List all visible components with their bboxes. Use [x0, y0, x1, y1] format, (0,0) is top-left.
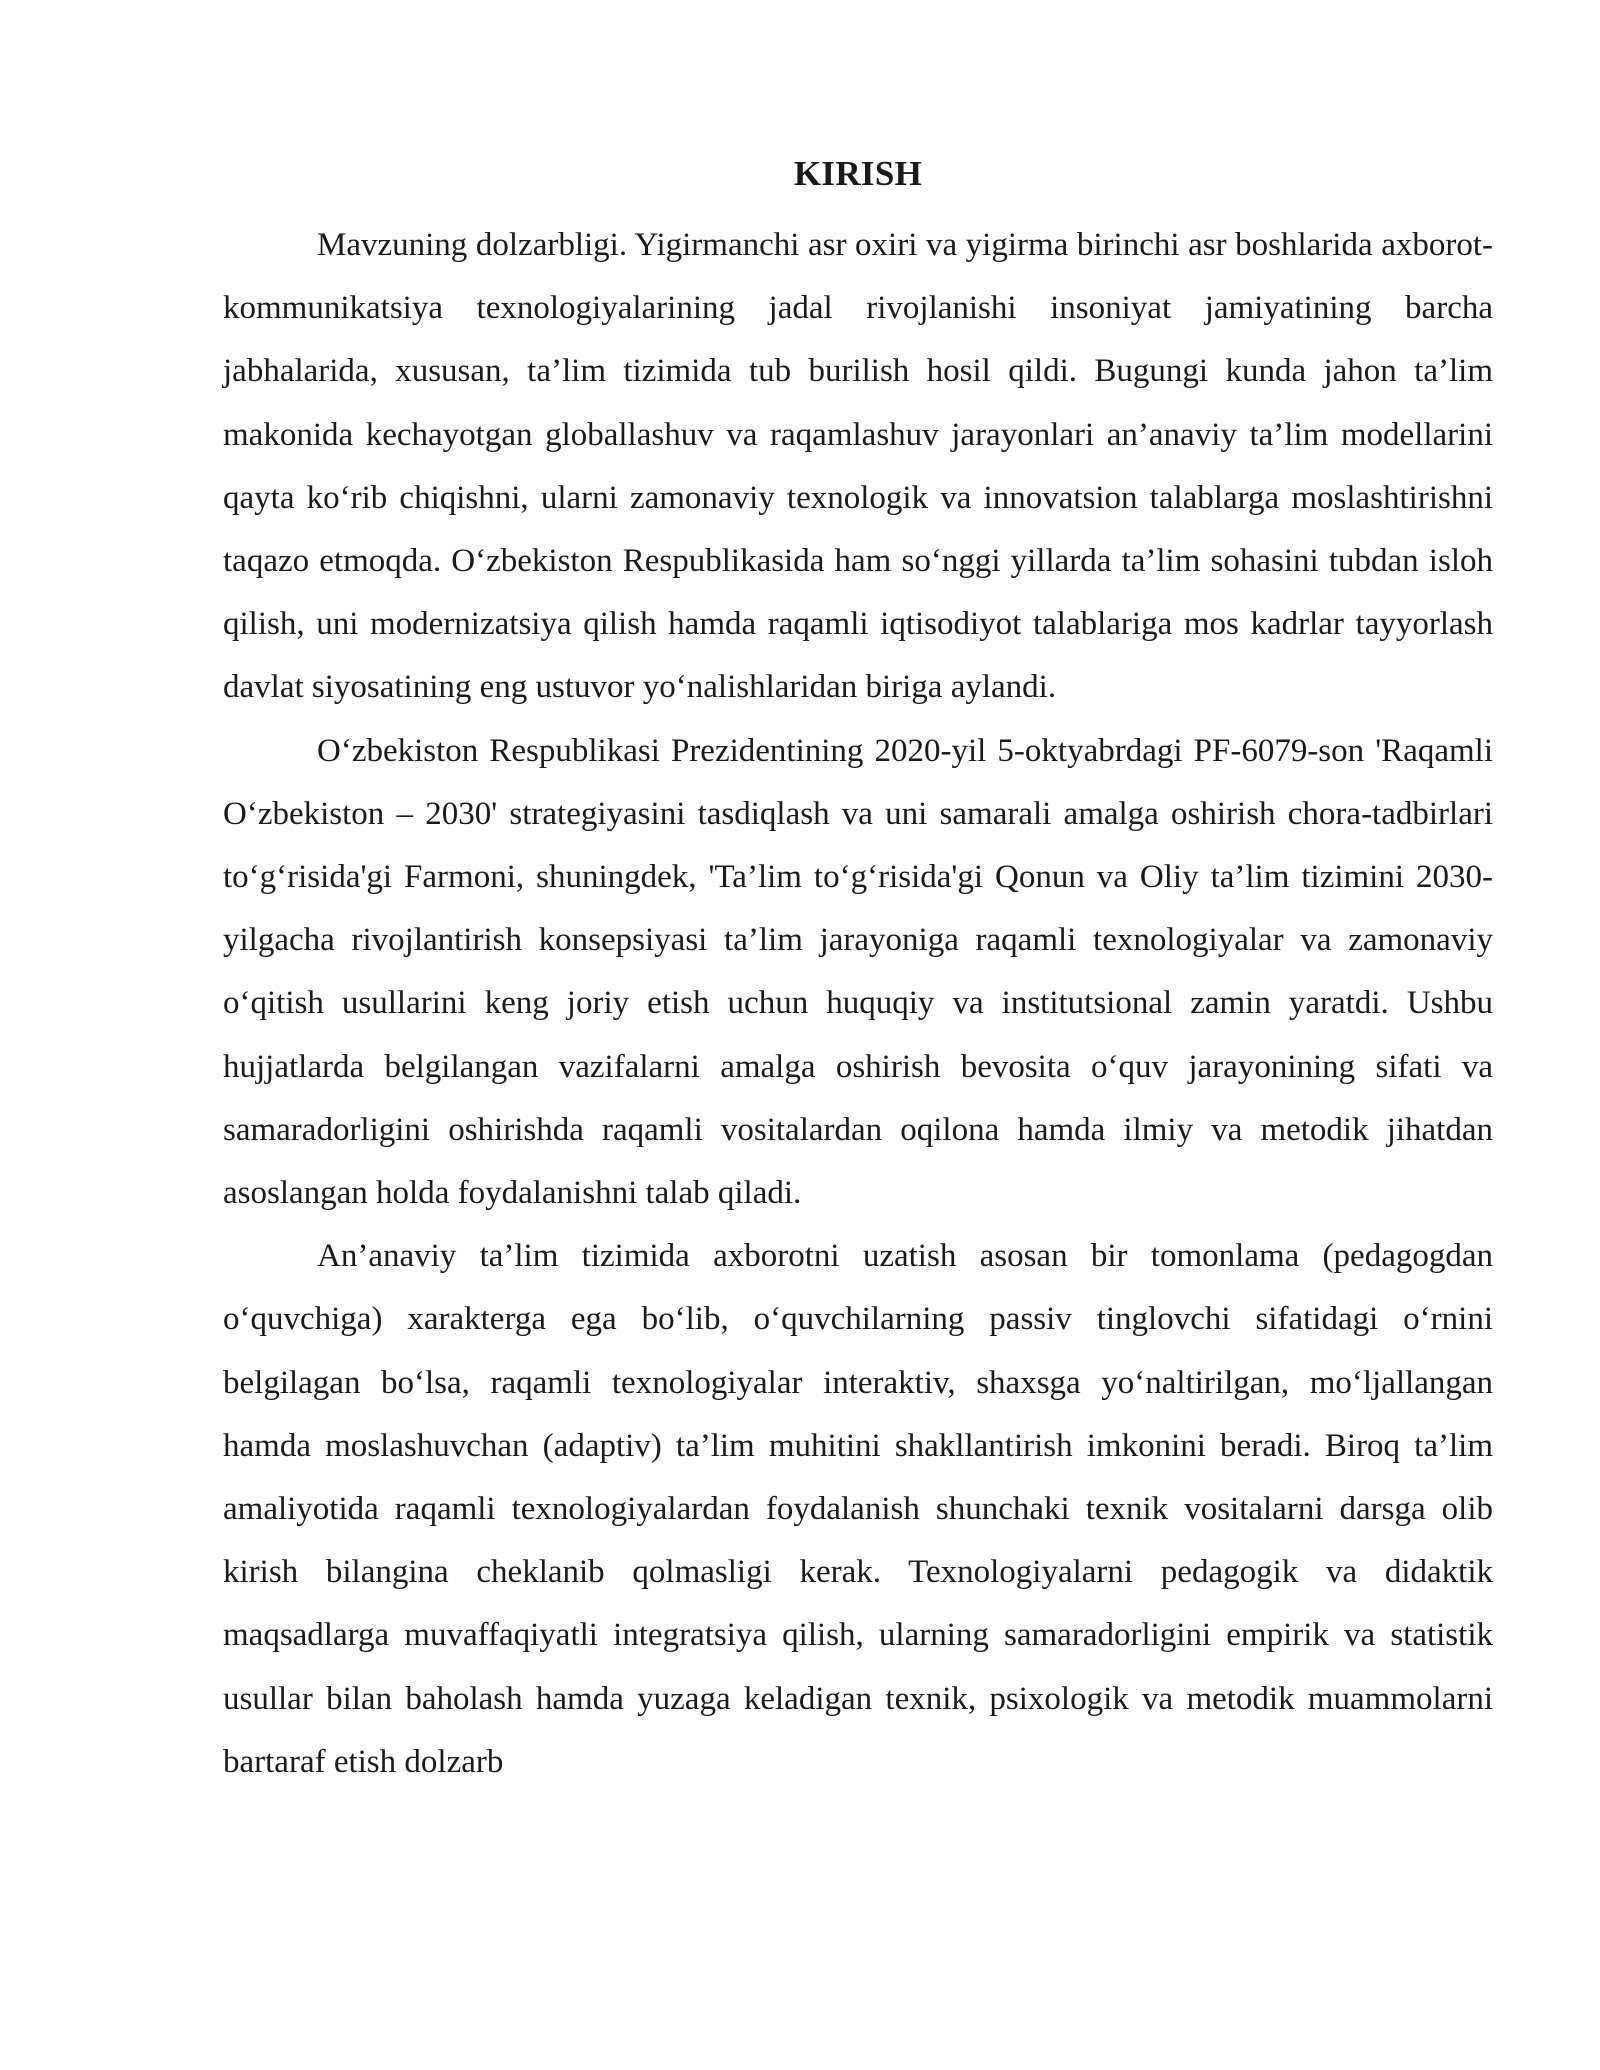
paragraph-traditional-vs-digital: An’anaviy ta’lim tizimida axborotni uzatish asosan bir tomonlama (pedagogdan o‘quvchiga) xarakterga ega bo‘lib, o‘quvchilarning passiv tinglovchi sifatidagi o‘rnini belgilagan bo‘lsa, raqamli texnologiyalar interaktiv, shaxsga yo‘naltirilgan, mo‘ljallangan hamda moslashuvchan (adaptiv) ta’lim muhitini shakllantirish imkonini beradi. Biroq ta’lim amaliyotida raqamli texnologiyalardan foydalanish shunchaki texnik vositalarni darsga olib kirish bilangina cheklanib qolmasligi kerak. Texnologiyalarni pedagogik va didaktik maqsadlarga muvaffaqiyatli integratsiya qilish, ularning samaradorligini empirik va statistik usullar bilan baholash hamda yuzaga keladigan texnik, psixologik va metodik muammolarni bartaraf etish dolzarb — [223, 1238, 1493, 1780]
page-content — [223, 150, 1493, 1794]
paragraph-legal-basis: O‘zbekiston Respublikasi Prezidentining 2020-yil 5-oktyabrdagi PF-6079-son 'Raqamli O‘zbekiston – 2030' strategiyasini tasdiqlash va uni samarali amalga oshirish chora-tadbirlari to‘g‘risida'gi Farmoni, shuningdek, 'Ta’lim to‘g‘risida'gi Qonun va Oliy ta’lim tizimini 2030-yilgacha rivojlantirish konsepsiyasi ta’lim jarayoniga raqamli texnologiyalar va zamonaviy o‘qitish usullarini keng joriy etish uchun huquqiy va institutsional zamin yaratdi. Ushbu hujjatlarda belgilangan vazifalarni amalga oshirish bevosita o‘quv jarayonining sifati va samaradorligini oshirishda raqamli vositalardan oqilona hamda ilmiy va metodik jihatdan asoslangan holda foydalanishni talab qiladi. — [223, 732, 1493, 1212]
page-title: KIRISH — [793, 154, 923, 193]
paragraph-relevance: Mavzuning dolzarbligi. Yigirmanchi asr oxiri va yigirma birinchi asr boshlarida axborot-kommunikatsiya texnologiyalarining jadal rivojlanishi insoniyat jamiyatining barcha jabhalarida, xususan, ta’lim tizimida tub burilish hosil qildi. Bugungi kunda jahon ta’lim makonida kechayotgan globallashuv va raqamlashuv jarayonlari an’anaviy ta’lim modellarini qayta ko‘rib chiqishni, ularni zamonaviy texnologik va innovatsion talablarga moslashtirishni taqazo etmoqda. O‘zbekiston Respublikasida ham so‘nggi yillarda ta’lim sohasini tubdan isloh qilish, uni modernizatsiya qilish hamda raqamli iqtisodiyot talablariga mos kadrlar tayyorlash davlat siyosatining eng ustuvor yo‘nalishlaridan biriga aylandi. — [223, 227, 1493, 706]
